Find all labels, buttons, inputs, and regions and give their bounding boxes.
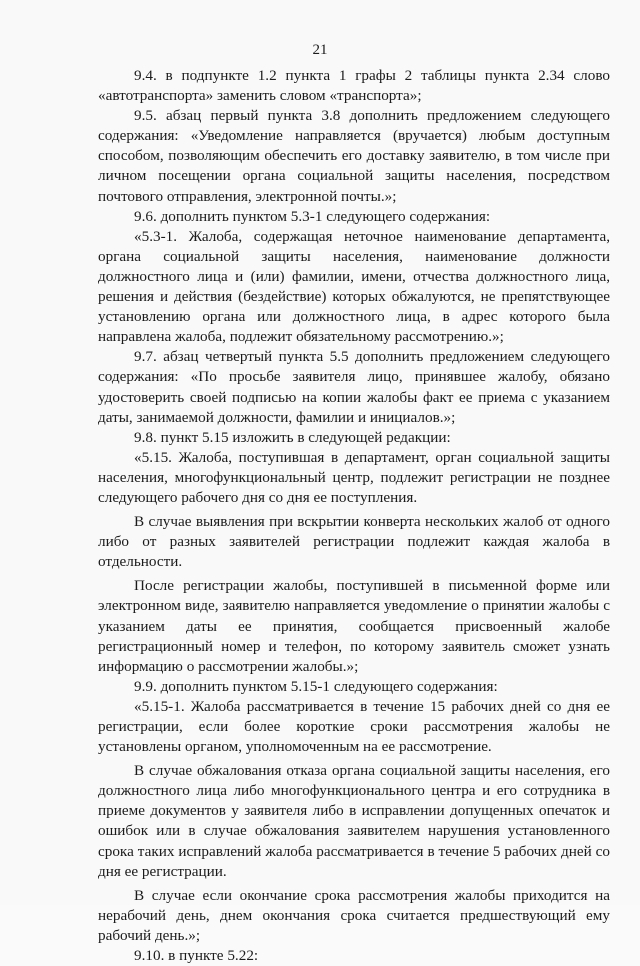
paragraph-9-9: 9.9. дополнить пунктом 5.15-1 следующего содержания: bbox=[134, 677, 498, 695]
paragraph-5-3-1-quote: «5.3-1. Жалоба, содержащая неточное наименование департамента, органа социальной защиты населения, наименование должности должностного лица и (или) фамилии, имени, отчества должностного лица, решения и действия (бездействие) которых обжалуются, не препятствующее установлению органа или должностного лица, в адрес которого была направлена жалоба, подлежит обязательному рассмотрению.»; bbox=[98, 227, 610, 346]
paragraph-5-15-1-quote: «5.15-1. Жалоба рассматривается в течение 15 рабочих дней со дня ее регистрации, если более короткие сроки рассмотрения жалобы не установлены органом, уполномоченным на ее рассмотрение. bbox=[98, 697, 610, 756]
paragraph-9-6: 9.6. дополнить пунктом 5.3-1 следующего содержания: bbox=[134, 207, 491, 225]
paragraph-9-8: 9.8. пункт 5.15 изложить в следующей редакции: bbox=[134, 428, 451, 446]
paragraph-nonworking-day: В случае если окончание срока рассмотрения жалобы приходится на нерабочий день, днем окончания срока считается предшествующий ему рабочий день.»; bbox=[98, 886, 610, 944]
document-body bbox=[98, 66, 610, 966]
page-number: 21 bbox=[312, 42, 328, 58]
paragraph-9-7: 9.7. абзац четвертый пункта 5.5 дополнить предложением следующего содержания: «По просьбе заявителя лицо, принявшее жалобу, обязано удостоверить своей подписью на копии жалобы факт ее приема с указанием даты, занимаемой должности, фамилии и инициалов.»; bbox=[98, 348, 610, 426]
paragraph-9-10: 9.10. в пункте 5.22: bbox=[134, 947, 259, 965]
paragraph-registration-notice: После регистрации жалобы, поступившей в письменной форме или электронном виде, заявителю направляется уведомление о принятии жалобы с указанием даты ее принятия, сообщается присвоенный жалобе регистрационный номер и телефон, по которому заявитель сможет узнать информацию о рассмотрении жалобы.»; bbox=[98, 577, 610, 675]
paragraph-multiple-complaints: В случае выявления при вскрытии конверта нескольких жалоб от одного либо от разных заявителей регистрации подлежит каждая жалоба в отдельности. bbox=[98, 513, 610, 571]
paragraph-9-5: 9.5. абзац первый пункта 3.8 дополнить предложением следующего содержания: «Уведомление направляется (вручается) любым доступным способом, позволяющим обеспечить его доставку заявителю, в том числе при личном посещении органа социальной защиты населения, посредством почтового отправления, электронной почты.»; bbox=[98, 107, 610, 205]
paragraph-5-15-quote: «5.15. Жалоба, поступившая в департамент, орган социальной защиты населения, многофункциональный центр, подлежит регистрации не позднее следующего рабочего дня со дня ее поступления. bbox=[98, 448, 610, 506]
paragraph-9-4: 9.4. в подпункте 1.2 пункта 1 графы 2 таблицы пункта 2.34 слово «автотранспорта» заменить словом «транспорта»; bbox=[98, 67, 610, 105]
paragraph-appeal-refusal: В случае обжалования отказа органа социальной защиты населения, его должностного лица либо многофункционального центра и его сотрудника в приеме документов у заявителя либо в исправлении допущенных опечаток и ошибок или в случае обжалования заявителем нарушения установленного срока таких исправлений жалоба рассматривается в течение 5 рабочих дней со дня ее регистрации. bbox=[98, 762, 610, 880]
